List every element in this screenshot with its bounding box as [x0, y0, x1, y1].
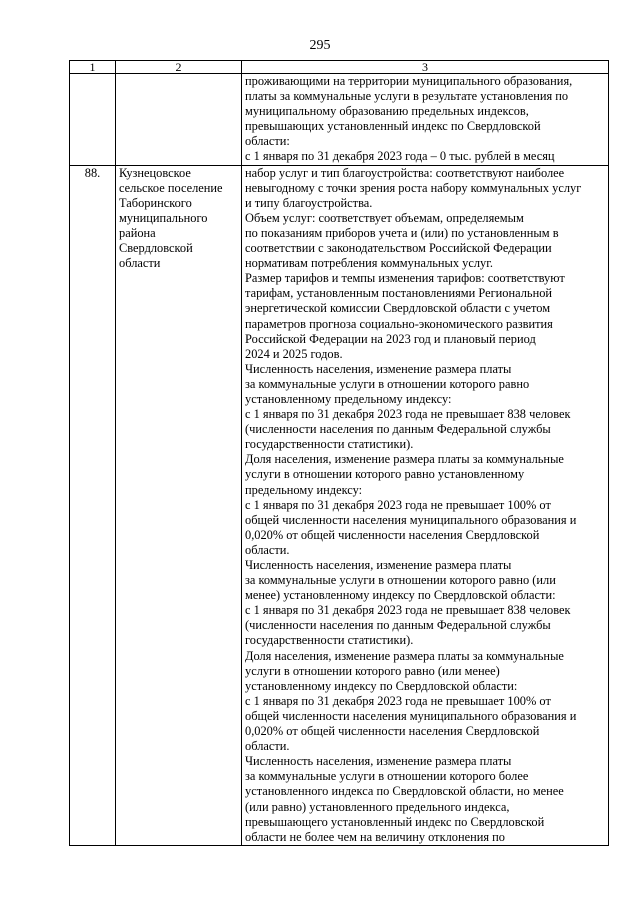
text-line: услуги в отношении которого равно (или менее): [245, 663, 500, 678]
text-line: с 1 января по 31 декабря 2023 года – 0 тыс. рублей в месяц: [245, 149, 555, 164]
text-line: государственности статистики).: [245, 437, 414, 452]
text-line: общей численности населения муниципального образования и: [245, 512, 577, 527]
text-line: проживающими на территории муниципального образования,: [245, 74, 573, 88]
header-col-3: 3: [242, 61, 609, 74]
continuation-content-cell: [242, 74, 609, 166]
text-line: и типу благоустройства.: [245, 195, 373, 210]
text-line: за коммунальные услуги в отношении которого равно: [245, 376, 530, 391]
text-line: услуги в отношении которого равно установленному: [245, 467, 525, 482]
text-line: (численности населения по данным Федеральной службы: [245, 618, 551, 633]
municipality-line: области: [119, 256, 161, 271]
text-line: за коммунальные услуги в отношении которого равно (или: [245, 573, 556, 588]
text-line: предельному индексу:: [245, 482, 363, 497]
text-line: Размер тарифов и темпы изменения тарифов: соответствуют: [245, 271, 565, 286]
text-line: Численность населения, изменение размера платы: [245, 558, 512, 572]
text-line: (численности населения по данным Федеральной службы: [245, 422, 551, 437]
text-line: области.: [245, 739, 290, 754]
text-line: установленному индексу по Свердловской области:: [245, 678, 518, 693]
text-line: с 1 января по 31 декабря 2023 года не превышает 838 человек: [245, 407, 571, 422]
text-line: установленного индекса по Свердловской области, но менее: [245, 784, 564, 799]
text-line: платы за коммунальные услуги в результате установления по: [245, 89, 569, 104]
municipality-line: Таборинского: [119, 195, 192, 210]
text-line: (или равно) установленного предельного индекса,: [245, 799, 510, 814]
municipality-line: района: [119, 225, 156, 240]
text-line: превышающих установленный индекс по Свердловской: [245, 119, 541, 134]
text-line: области.: [245, 542, 290, 557]
text-line: государственности статистики).: [245, 633, 414, 648]
text-line: 2024 и 2025 годов.: [245, 346, 343, 361]
text-line: общей численности населения муниципального образования и: [245, 708, 577, 723]
municipal-index-table: [69, 60, 609, 846]
text-line: энергетической комиссии Свердловской области с учетом: [245, 301, 551, 316]
text-line: Численность населения, изменение размера платы: [245, 361, 512, 376]
table-row: [70, 165, 609, 845]
municipality-line: Свердловской: [119, 241, 193, 256]
text-line: невыгодному с точки зрения роста набору коммунальных услуг: [245, 180, 582, 195]
row-number: 88.: [70, 165, 116, 845]
text-line: муниципальному образованию предельных индексов,: [245, 104, 529, 119]
text-line: за коммунальные услуги в отношении которого более: [245, 769, 529, 784]
continuation-row: [70, 74, 609, 166]
text-line: Российской Федерации на 2023 год и плановый период: [245, 331, 536, 346]
municipality-line: Кузнецовское: [119, 165, 191, 180]
text-line: по показаниям приборов учета и (или) по установленным в: [245, 225, 559, 240]
text-line: области:: [245, 134, 290, 149]
content-cell: [242, 165, 609, 845]
continuation-municipality-cell: [116, 74, 242, 166]
text-line: превышающего установленный индекс по Свердловской: [245, 814, 545, 829]
municipality-line: сельское поселение: [119, 180, 223, 195]
municipality-cell: [116, 165, 242, 845]
text-line: менее) установленному индексу по Свердловской области:: [245, 588, 556, 603]
text-line: установленному предельному индексу:: [245, 391, 452, 406]
text-line: с 1 января по 31 декабря 2023 года не превышает 838 человек: [245, 603, 571, 618]
text-line: Доля населения, изменение размера платы за коммунальные: [245, 648, 564, 663]
text-line: соответствии с законодательством Российской Федерации: [245, 241, 552, 256]
text-line: набор услуг и тип благоустройства: соответствуют наиболее: [245, 165, 565, 180]
municipality-line: муниципального: [119, 210, 208, 225]
text-line: 0,020% от общей численности населения Свердловской: [245, 724, 540, 739]
text-line: параметров прогноза социально-экономического развития: [245, 316, 553, 331]
continuation-number-cell: [70, 74, 116, 166]
text-line: Объем услуг: соответствует объемам, определяемым: [245, 210, 524, 225]
header-col-1: 1: [70, 61, 116, 74]
table-header-row: [70, 61, 609, 74]
text-line: нормативам потребления коммунальных услуг.: [245, 256, 494, 271]
page-number: 295: [309, 38, 331, 53]
text-line: Численность населения, изменение размера платы: [245, 754, 512, 769]
text-line: Доля населения, изменение размера платы за коммунальные: [245, 452, 564, 467]
text-line: с 1 января по 31 декабря 2023 года не превышает 100% от: [245, 693, 551, 708]
text-line: тарифам, установленным постановлениями Региональной: [245, 286, 553, 301]
text-line: с 1 января по 31 декабря 2023 года не превышает 100% от: [245, 497, 551, 512]
text-line: 0,020% от общей численности населения Свердловской: [245, 527, 540, 542]
header-col-2: 2: [116, 61, 242, 74]
text-line: области не более чем на величину отклонения по: [245, 829, 505, 844]
